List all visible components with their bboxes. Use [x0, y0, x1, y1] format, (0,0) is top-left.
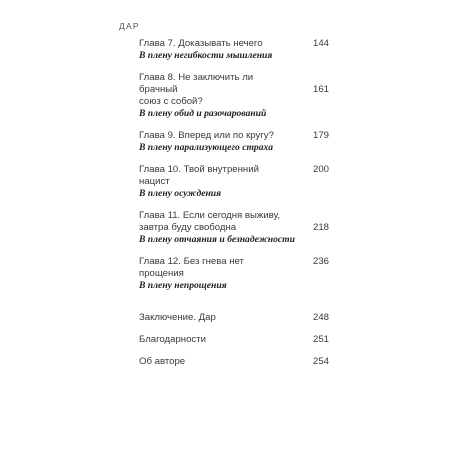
toc-entry-about-author — [139, 356, 329, 368]
chapter-title: Глава 10. Твой внутренний нацист — [139, 164, 259, 187]
section-title: Заключение. Дар — [139, 312, 216, 323]
chapter-title: Глава 12. Без гнева нет прощения — [139, 256, 244, 279]
running-head: ДАР — [119, 21, 140, 31]
toc-entry-chapter-8 — [139, 72, 329, 120]
table-of-contents — [139, 38, 329, 378]
page-number: 236 — [312, 256, 329, 267]
chapter-title: Глава 9. Вперед или по кругу? — [139, 130, 274, 141]
section-title: Об авторе — [139, 356, 186, 367]
toc-entry-conclusion — [139, 312, 329, 324]
toc-entry-chapter-11 — [139, 210, 329, 246]
toc-entry-chapter-12 — [139, 256, 329, 292]
chapter-title: Глава 8. Не заключить ли брачный союз с собой? — [139, 72, 254, 107]
page-number: 200 — [312, 164, 329, 175]
chapter-title: Глава 7. Доказывать нечего — [139, 38, 263, 49]
page-number: 248 — [312, 312, 329, 323]
page-number: 144 — [312, 38, 329, 49]
chapter-title: Глава 11. Если сегодня выживу, завтра буду свободна — [139, 210, 281, 233]
page-number: 161 — [312, 84, 329, 95]
toc-entry-chapter-7 — [139, 38, 329, 62]
chapter-subtitle: В плену обид и разочарований — [139, 108, 267, 119]
toc-entry-chapter-10 — [139, 164, 329, 200]
chapter-subtitle: В плену отчаяния и безнадежности — [139, 234, 295, 245]
page-number: 179 — [312, 130, 329, 141]
page-number: 218 — [312, 222, 329, 233]
section-title: Благодарности — [139, 334, 206, 345]
toc-entry-chapter-9 — [139, 130, 329, 154]
chapter-subtitle: В плену осуждения — [139, 188, 222, 199]
page-number: 251 — [312, 334, 329, 345]
chapter-subtitle: В плену непрощения — [139, 280, 227, 291]
chapter-subtitle: В плену парализующего страха — [139, 142, 273, 153]
page-number: 254 — [312, 356, 329, 367]
toc-entry-acknowledgements — [139, 334, 329, 346]
chapter-subtitle: В плену негибкости мышления — [139, 50, 273, 61]
